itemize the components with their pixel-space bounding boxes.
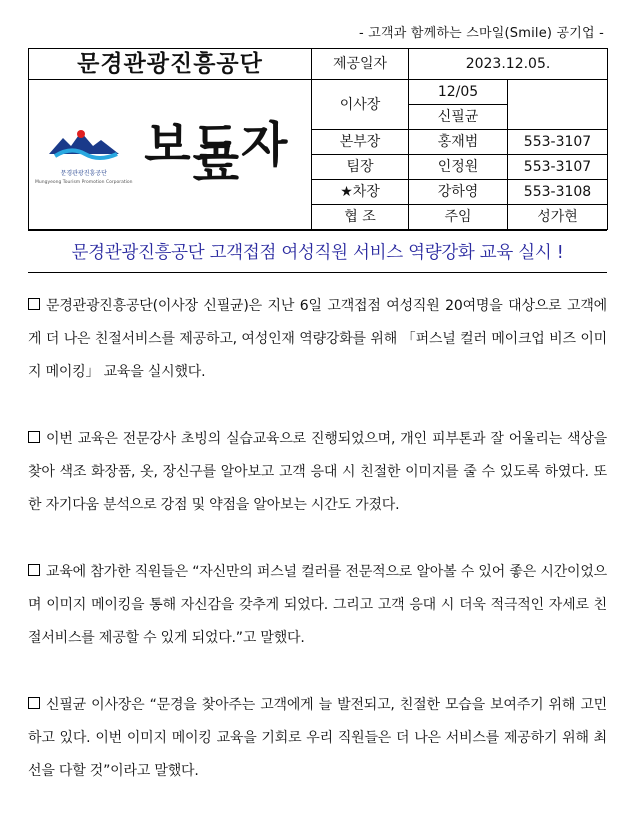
paragraph [28, 423, 607, 522]
paragraph [28, 556, 607, 655]
team-leader-phone: 553-3107 [508, 155, 608, 180]
logo-emblem-icon [41, 124, 127, 168]
headline: 문경관광진흥공단 고객접점 여성직원 서비스 역량강화 교육 실시 ! [28, 229, 607, 273]
role-director: 본부장 [312, 130, 409, 155]
date-label: 제공일자 [312, 49, 409, 80]
bullet-box-icon [28, 298, 40, 310]
ceo-name: 신필균 [409, 105, 508, 130]
logo-subtext: Mungyeong Tourism Promotion Corporation [35, 179, 133, 185]
role-cooperation: 협 조 [312, 205, 409, 230]
paragraph [28, 290, 607, 389]
paragraph-text: 문경관광진흥공단(이사장 신필균)은 지난 6일 고객접점 여성직원 20여명을 대상으로 고객에게 더 나은 친절서비스를 제공하고, 여성인재 역량강화를 위해 「퍼스널 컬러 메이크업 비즈 이미지 메이킹」 교육을 실시했다. [28, 298, 607, 380]
manager-name: 강하영 [409, 180, 508, 205]
cooperation-name: 성가현 [508, 205, 608, 230]
header-table [28, 48, 608, 230]
cooperation-title: 주임 [409, 205, 508, 230]
role-manager: ★차장 [312, 180, 409, 205]
paragraph [28, 689, 607, 788]
logo-text: 문경관광진흥공단 [60, 169, 107, 177]
team-leader-name: 인정원 [409, 155, 508, 180]
slogan: - 고객과 함께하는 스마일(Smile) 공기업 - [359, 26, 604, 41]
role-team-leader: 팀장 [312, 155, 409, 180]
paragraph-text: 신필균 이사장은 “문경을 찾아주는 고객에게 늘 발전되고, 친절한 모습을 보여주기 위해 고민하고 있다. 이번 이미지 메이킹 교육을 기회로 우리 직원들은 더 나은 서비스를 제공하기 위해 최선을 다할 것”이라고 말했다. [28, 697, 607, 779]
bullet-box-icon [28, 431, 40, 443]
bullet-box-icon [28, 697, 40, 709]
press-release-title: 보도자료 [144, 116, 290, 193]
ceo-date: 12/05 [409, 80, 508, 105]
paragraph-text: 교육에 참가한 직원들은 “자신만의 퍼스널 컬러를 전문적으로 알아볼 수 있어 좋은 시간이었으며 이미지 메이킹을 통해 자신감을 갖추게 되었다. 그리고 고객 응대 시 더욱 적극적인 자세로 친절서비스를 제공할 수 있게 되었다.”고 말했다. [28, 564, 607, 646]
org-name: 문경관광진흥공단 [29, 49, 312, 80]
logo-cell [29, 80, 312, 230]
director-phone: 553-3107 [508, 130, 608, 155]
paragraph-text: 이번 교육은 전문강사 초빙의 실습교육으로 진행되었으며, 개인 피부톤과 잘 어울리는 색상을 찾아 색조 화장품, 옷, 장신구를 알아보고 고객 응대 시 친절한 이미지를 줄 수 있도록 하였다. 또한 자기다움 분석으로 강점 및 약점을 알아보는 시간도 가졌다. [28, 431, 607, 513]
article-body [28, 290, 607, 822]
ceo-phone [508, 80, 608, 130]
role-ceo: 이사장 [312, 80, 409, 130]
org-logo [35, 124, 133, 186]
date-value: 2023.12.05. [409, 49, 608, 80]
bullet-box-icon [28, 564, 40, 576]
director-name: 홍재범 [409, 130, 508, 155]
manager-phone: 553-3108 [508, 180, 608, 205]
